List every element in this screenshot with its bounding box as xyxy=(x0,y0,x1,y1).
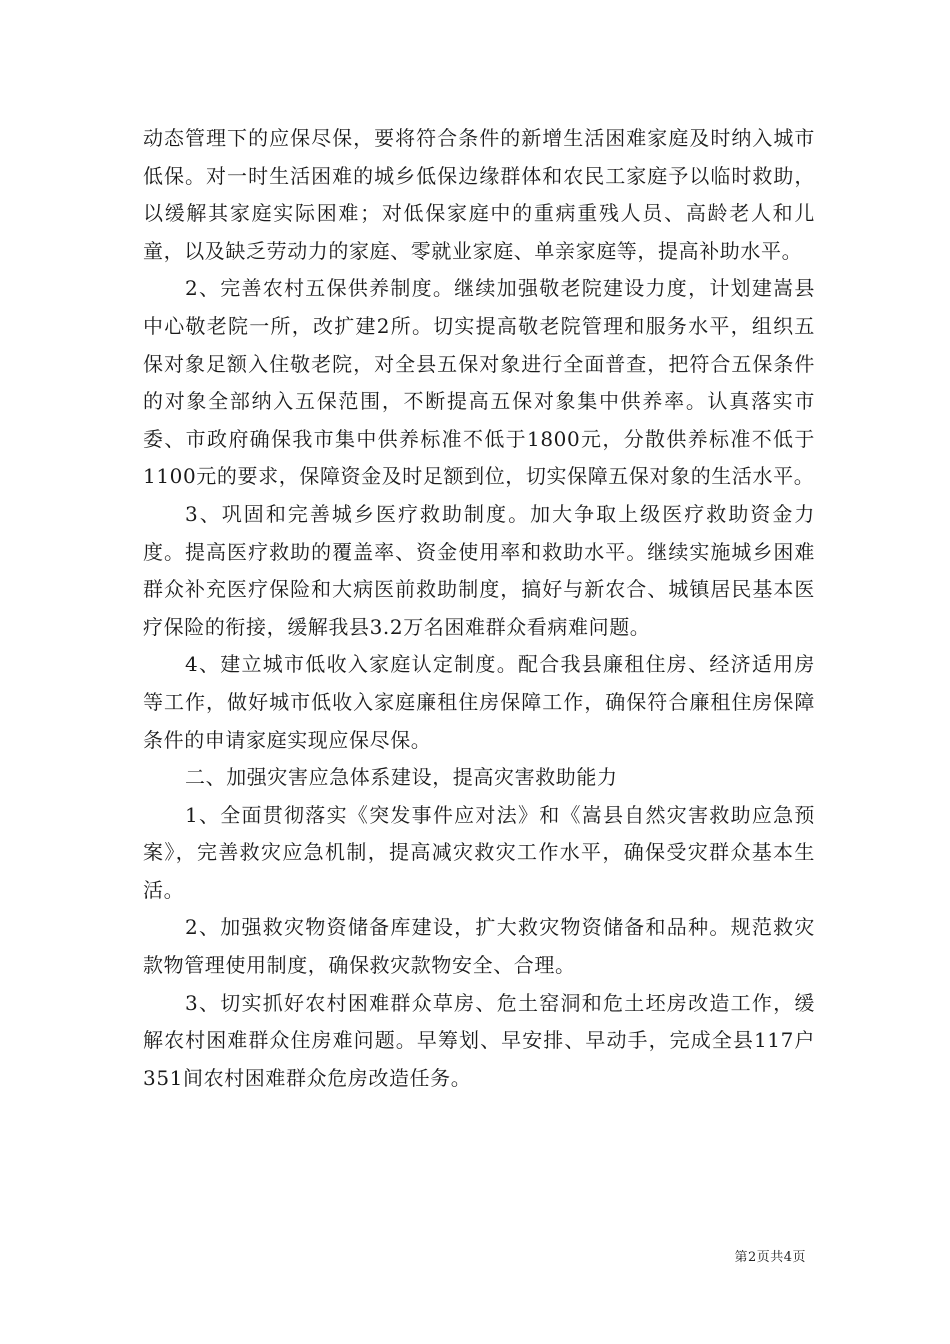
paragraph-3: 3、巩固和完善城乡医疗救助制度。加大争取上级医疗救助资金力度。提高医疗救助的覆盖率、资金使用率和救助水平。继续实施城乡困难群众补充医疗保险和大病医前救助制度，搞好与新农合、城镇居民基本医疗保险的衔接，缓解我县3.2万名困难群众看病难问题。 xyxy=(143,501,815,639)
paragraph-1: 动态管理下的应保尽保，要将符合条件的新增生活困难家庭及时纳入城市低保。对一时生活困难的城乡低保边缘群体和农民工家庭予以临时救助，以缓解其家庭实际困难；对低保家庭中的重病重残人员、高龄老人和儿童，以及缺乏劳动力的家庭、零就业家庭、单亲家庭等，提高补助水平。 xyxy=(143,126,815,263)
paragraph-4: 4、建立城市低收入家庭认定制度。配合我县廉租住房、经济适用房等工作，做好城市低收入家庭廉租住房保障工作，确保符合廉租住房保障条件的申请家庭实现应保尽保。 xyxy=(143,652,815,752)
page-number-footer: 第2页共4页 xyxy=(734,1250,806,1265)
paragraph-7: 3、切实抓好农村困难群众草房、危土窑洞和危土坯房改造工作，缓解农村困难群众住房难问题。早筹划、早安排、早动手，完成全县117户351间农村困难群众危房改造任务。 xyxy=(143,990,815,1090)
paragraph-2: 2、完善农村五保供养制度。继续加强敬老院建设力度，计划建嵩县中心敬老院一所，改扩建2所。切实提高敬老院管理和服务水平，组织五保对象足额入住敬老院，对全县五保对象进行全面普查，把符合五保条件的对象全部纳入五保范围，不断提高五保对象集中供养率。认真落实市委、市政府确保我市集中供养标准不低于1800元，分散供养标准不低于1100元的要求，保障资金及时足额到位，切实保障五保对象的生活水平。 xyxy=(143,276,815,489)
paragraph-5: 1、全面贯彻落实《突发事件应对法》和《嵩县自然灾害救助应急预案》，完善救灾应急机制，提高减灾救灾工作水平，确保受灾群众基本生活。 xyxy=(143,802,815,902)
paragraph-6: 2、加强救灾物资储备库建设，扩大救灾物资储备和品种。规范救灾款物管理使用制度，确保救灾款物安全、合理。 xyxy=(143,915,815,978)
document-body xyxy=(143,120,815,1097)
section-heading: 二、加强灾害应急体系建设，提高灾害救助能力 xyxy=(185,765,618,790)
